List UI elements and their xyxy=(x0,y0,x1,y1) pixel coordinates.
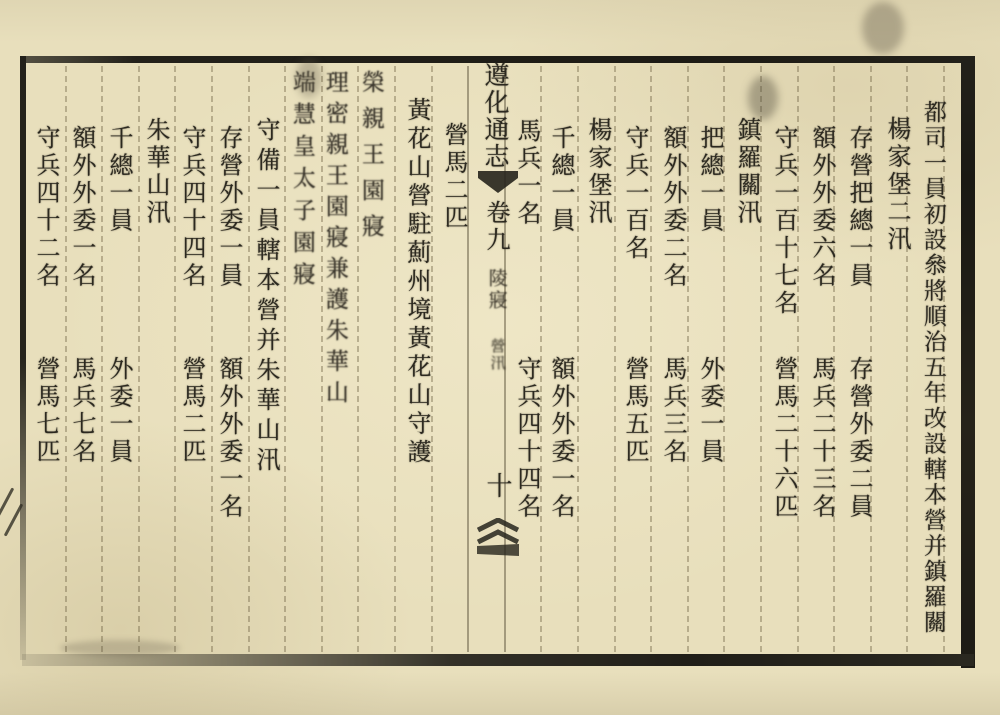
column-rule xyxy=(248,66,250,652)
banxin-page-number: 十 xyxy=(482,472,513,498)
entry-column: 千總一員 xyxy=(104,125,133,235)
entry-column: 馬兵三名 xyxy=(658,356,687,466)
column-rule xyxy=(284,66,286,652)
tomb-name-column: 榮親王園寢 xyxy=(357,70,384,250)
double-fishtail-mark-icon xyxy=(477,518,519,560)
frame-left-border xyxy=(20,56,26,660)
col-dusi-statement: 都司一員初設叅將順治五年改設轄本營并鎮羅關 xyxy=(919,100,946,636)
entry-column: 馬兵七名 xyxy=(67,356,96,466)
section-header-column: 鎮羅關汛 xyxy=(732,117,761,227)
entry-column: 營馬五匹 xyxy=(620,356,649,466)
frame-bottom-border xyxy=(22,654,974,666)
entry-column: 營馬二匹 xyxy=(177,356,206,466)
entry-column: 守兵一百十七名 xyxy=(769,125,798,318)
tomb-name-column: 端慧皇太子園寢 xyxy=(288,70,315,294)
entry-column: 千總一員 xyxy=(546,125,575,235)
entry-column: 外委一員 xyxy=(695,356,724,466)
ink-smudge xyxy=(862,2,904,54)
entry-column: 額外外委一名 xyxy=(67,125,96,290)
section-header-column: 楊家堡二汛 xyxy=(882,116,911,254)
entry-column: 額外外委一名 xyxy=(214,356,243,521)
entry-column: 存營把總一員 xyxy=(844,125,873,290)
column-rule xyxy=(138,66,140,652)
section-header-column: 楊家堡汛 xyxy=(583,117,612,227)
tomb-name-column: 理密親王園寢兼護朱華山 xyxy=(321,70,348,411)
column-rule xyxy=(174,66,176,652)
column-rule xyxy=(687,66,689,652)
column-rule xyxy=(650,66,652,652)
banxin-volume: 卷九 xyxy=(481,200,510,254)
entry-column: 營馬七匹 xyxy=(31,356,60,466)
column-rule xyxy=(211,66,213,652)
section-header-column: 朱華山汛 xyxy=(141,117,170,227)
column-rule xyxy=(394,66,396,652)
entry-column: 守兵一百名 xyxy=(620,125,649,263)
entry-column: 營馬二匹 xyxy=(439,122,468,232)
column-rule xyxy=(101,66,103,652)
banxin-section-label: 陵寢 xyxy=(485,268,508,312)
column-rule xyxy=(577,66,579,652)
entry-column: 外委一員 xyxy=(104,356,133,466)
entry-column: 馬兵二十三名 xyxy=(807,356,836,521)
entry-column: 馬兵一名 xyxy=(512,118,541,228)
entry-column: 守兵四十四名 xyxy=(512,356,541,521)
column-rule xyxy=(65,66,67,652)
col-huanghuashan-statement: 黃花山營駐薊州境黃花山守護 xyxy=(402,97,431,468)
ink-smudge xyxy=(60,640,180,656)
margin-pen-mark xyxy=(0,487,14,520)
entry-column: 額外外委六名 xyxy=(807,125,836,290)
column-rule xyxy=(614,66,616,652)
entry-column: 存營外委一員 xyxy=(214,125,243,290)
entry-column: 把總一員 xyxy=(695,125,724,235)
col-shoubei-statement: 守備一員轄本營并朱華山汛 xyxy=(251,117,280,477)
fishtail-mark-icon xyxy=(478,171,518,195)
entry-column: 守兵四十二名 xyxy=(31,125,60,290)
entry-column: 守兵四十四名 xyxy=(177,125,206,290)
entry-column: 存營外委二員 xyxy=(844,356,873,521)
ink-smudge xyxy=(748,76,778,120)
banxin-subsection-label: 營汛 xyxy=(488,338,507,372)
entry-column: 營馬二十六匹 xyxy=(769,356,798,521)
entry-column: 額外外委一名 xyxy=(546,356,575,521)
entry-column: 額外外委二名 xyxy=(658,125,687,290)
ink-smudge xyxy=(296,58,322,98)
banxin-title: 遵化通志 xyxy=(481,62,510,170)
frame-right-border xyxy=(961,56,975,668)
